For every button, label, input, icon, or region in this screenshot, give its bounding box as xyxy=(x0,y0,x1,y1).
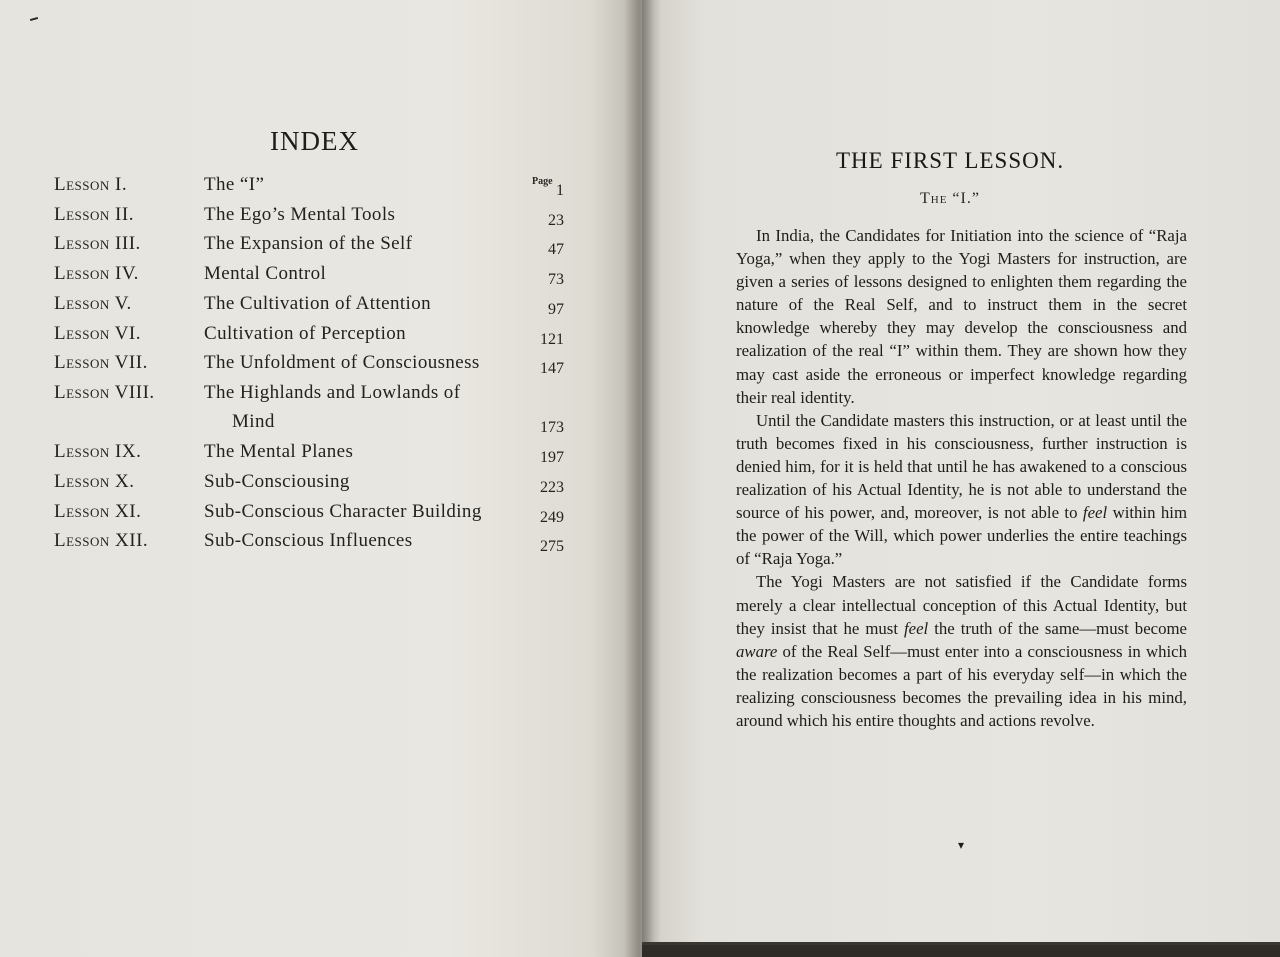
lesson-subheading: The “I.” xyxy=(920,190,980,207)
toc-entry xyxy=(54,233,574,261)
toc-entry xyxy=(54,293,574,321)
toc-entry xyxy=(54,530,574,558)
toc-entry xyxy=(54,381,574,436)
toc-entry xyxy=(54,471,574,499)
corner-mark xyxy=(30,17,38,21)
toc-lesson-number: Lesson VII. xyxy=(54,352,148,374)
emphasized-text: feel xyxy=(1082,503,1108,523)
toc-lesson-title: The Mental Planes xyxy=(204,441,354,463)
paragraph-text: In India, the Candidates for Initiation into the science of “Raja Yoga,” when they apply to the Yogi Masters for instruction, are given a series of lessons designed to enlighten them regarding the nature of the Real Self, and to instruct them in the secret knowledge whereby they may develop the consciousness and realization of the real “I” within them. They are shown how they may cast aside the erroneous or imperfect knowledge regarding their real identity. xyxy=(736,226,1187,407)
toc-lesson-number: Lesson III. xyxy=(54,233,141,255)
toc-lesson-title: The “I” xyxy=(204,174,265,195)
toc-page-number: 1 xyxy=(556,182,564,199)
page-edge-shadow xyxy=(642,945,1280,957)
toc-lesson-number: Lesson XII. xyxy=(54,530,149,552)
toc-entry xyxy=(54,441,574,469)
toc-entry xyxy=(54,323,574,351)
toc-lesson-title: Cultivation of Perception xyxy=(204,322,407,344)
toc-page-number: 121 xyxy=(540,330,564,348)
toc-entry xyxy=(54,501,574,529)
toc-page-number: 47 xyxy=(548,241,564,259)
toc-page-number: 97 xyxy=(548,300,564,318)
toc-lesson-number: Lesson IX. xyxy=(54,441,142,463)
toc-page-number: 23 xyxy=(548,211,564,229)
lesson-paragraph xyxy=(736,570,1187,732)
paragraph-text: the truth of the same—must become xyxy=(928,618,1187,638)
emphasized-text: feel xyxy=(903,618,929,638)
paragraph-text: The Yogi Masters are not satisfied if the Candidate forms merely a clear intellectual conception of this Actual Identity, but they insist that he must xyxy=(736,572,1187,638)
page-column-heading: Page xyxy=(532,176,553,187)
toc-page-number: 73 xyxy=(548,271,564,289)
lesson-body xyxy=(736,224,1187,732)
toc-lesson-number: Lesson II. xyxy=(54,203,134,225)
lesson-paragraph xyxy=(736,224,1187,409)
toc-lesson-title: The Cultivation of Attention xyxy=(204,292,432,314)
toc-lesson-title: The Ego’s Mental Tools xyxy=(204,203,396,225)
toc-lesson-title-continued: Mind xyxy=(232,410,275,432)
toc-lesson-number: Lesson X. xyxy=(54,471,135,492)
paragraph-text: within him the power of the Will, which power underlies the entire teachings of “Raja Yoga.” xyxy=(736,503,1187,569)
toc-page-number: 223 xyxy=(540,479,564,496)
toc-lesson-number: Lesson V. xyxy=(54,292,132,314)
lesson-heading: THE FIRST LESSON. xyxy=(836,148,1065,173)
toc-entry xyxy=(54,174,574,202)
toc-page-number: 147 xyxy=(540,360,564,378)
toc-page-number: 173 xyxy=(540,418,564,436)
toc-lesson-number: Lesson I. xyxy=(54,174,128,195)
toc-page-number: 249 xyxy=(540,508,564,526)
toc-page-number: 197 xyxy=(540,449,564,467)
toc-lesson-number: Lesson XI. xyxy=(54,500,142,522)
index-title: INDEX xyxy=(270,126,359,156)
paragraph-text: Until the Candidate masters this instruction, or at least until the truth becomes fixed in his consciousness, further instruction is denied him, for it is held that until he has awakened to a conscious realization of his Actual Identity, he is not able to understand the source of his power, and, moreover, is not able to xyxy=(736,410,1187,523)
toc-entry xyxy=(54,263,574,291)
toc-lesson-title: Sub-Conscious Character Building xyxy=(204,500,482,522)
toc-lesson-number: Lesson IV. xyxy=(54,263,139,285)
toc-page-number: 275 xyxy=(540,538,564,556)
paragraph-text: of the Real Self—must enter into a consciousness in which the realization becomes a part of his everyday self—in which the realizing consciousness becomes the prevailing idea in his mind, around which his entire thoughts and actions revolve. xyxy=(736,641,1187,730)
toc-lesson-title: The Expansion of the Self xyxy=(204,233,413,255)
toc-lesson-number: Lesson VIII. xyxy=(54,381,155,403)
toc-lesson-title: Mental Control xyxy=(204,263,327,285)
emphasized-text: aware xyxy=(736,641,778,661)
toc-lesson-title: Sub-Conscious Influences xyxy=(204,530,413,552)
book-gutter xyxy=(624,0,654,957)
toc-lesson-title: The Highlands and Lowlands of xyxy=(204,381,461,403)
toc-entry xyxy=(54,204,574,232)
catchmark: ▾ xyxy=(958,838,965,852)
toc-lesson-title: Sub-Consciousing xyxy=(204,471,350,492)
toc-lesson-number: Lesson VI. xyxy=(54,322,141,344)
toc-lesson-title: The Unfoldment of Consciousness xyxy=(204,352,480,374)
lesson-paragraph xyxy=(736,409,1187,571)
toc-entry xyxy=(54,352,574,380)
